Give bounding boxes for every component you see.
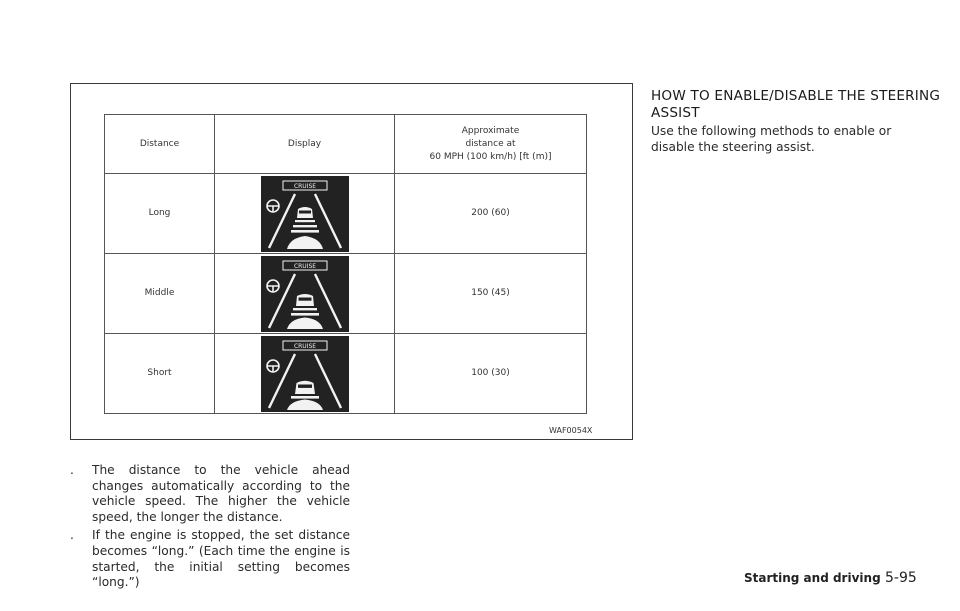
header-distance: Distance	[105, 115, 215, 174]
row-distance-value: 200 (60)	[395, 174, 587, 254]
display-cell	[215, 334, 395, 414]
cruise-display-graphic	[261, 336, 349, 412]
header-approx-distance	[395, 115, 587, 174]
row-distance-label: Long	[105, 174, 215, 254]
section-body: Use the following methods to enable or disable the steering assist.	[651, 124, 892, 154]
cruise-display-graphic	[261, 176, 349, 252]
footer-section-name: Starting and driving	[744, 571, 881, 585]
display-cell	[215, 254, 395, 334]
row-distance-value: 150 (45)	[395, 254, 587, 334]
own-vehicle-icon	[287, 399, 323, 410]
footer-page-number: 5-95	[885, 570, 917, 586]
bullet-marker: .	[70, 528, 74, 543]
own-vehicle-icon	[287, 236, 323, 249]
vehicle-ahead-icon	[295, 380, 315, 393]
screen-cruise-label: CRUISE	[293, 262, 316, 270]
screen-cruise-label: CRUISE	[293, 342, 316, 350]
header-approx-line2: distance at	[465, 138, 516, 149]
steering-wheel-icon	[267, 200, 279, 212]
list-item	[70, 463, 350, 525]
figure-code: WAF0054X	[549, 426, 593, 435]
header-display: Display	[215, 115, 395, 174]
table-row	[105, 174, 587, 254]
bullet-marker: .	[70, 463, 74, 477]
display-cell	[215, 174, 395, 254]
table-header-row	[105, 115, 587, 174]
row-distance-value: 100 (30)	[395, 334, 587, 414]
section-heading: HOW TO ENABLE/DISABLE THE STEERING ASSIST	[651, 88, 941, 121]
cruise-display-screen	[261, 336, 349, 412]
bullet-list	[70, 463, 350, 594]
distance-bars	[291, 308, 319, 316]
own-vehicle-icon	[287, 317, 323, 329]
header-approx-line3: 60 MPH (100 km/h) [ft (m)]	[429, 151, 552, 162]
table-row	[105, 254, 587, 334]
steering-wheel-icon	[267, 280, 279, 292]
table-row	[105, 334, 587, 414]
vehicle-ahead-icon	[296, 294, 314, 306]
row-distance-label: Short	[105, 334, 215, 414]
distance-bars	[291, 396, 319, 399]
distance-table	[104, 114, 587, 414]
vehicle-ahead-icon	[297, 207, 313, 218]
list-item	[70, 528, 350, 590]
header-approx-line1: Approximate	[461, 125, 520, 136]
steering-wheel-icon	[267, 360, 279, 372]
cruise-display-screen	[261, 256, 349, 332]
bullet-text: If the engine is stopped, the set distance becomes “long.” (Each time the engine is started, the initial setting becomes “long.”)	[92, 528, 350, 590]
screen-cruise-label: CRUISE	[293, 182, 316, 190]
cruise-display-screen	[261, 176, 349, 252]
distance-bars	[291, 220, 319, 233]
bullet-text: The distance to the vehicle ahead changes automatically according to the vehicle speed. The higher the vehicle speed, the longer the distance.	[92, 463, 350, 524]
row-distance-label: Middle	[105, 254, 215, 334]
cruise-display-graphic	[261, 256, 349, 332]
